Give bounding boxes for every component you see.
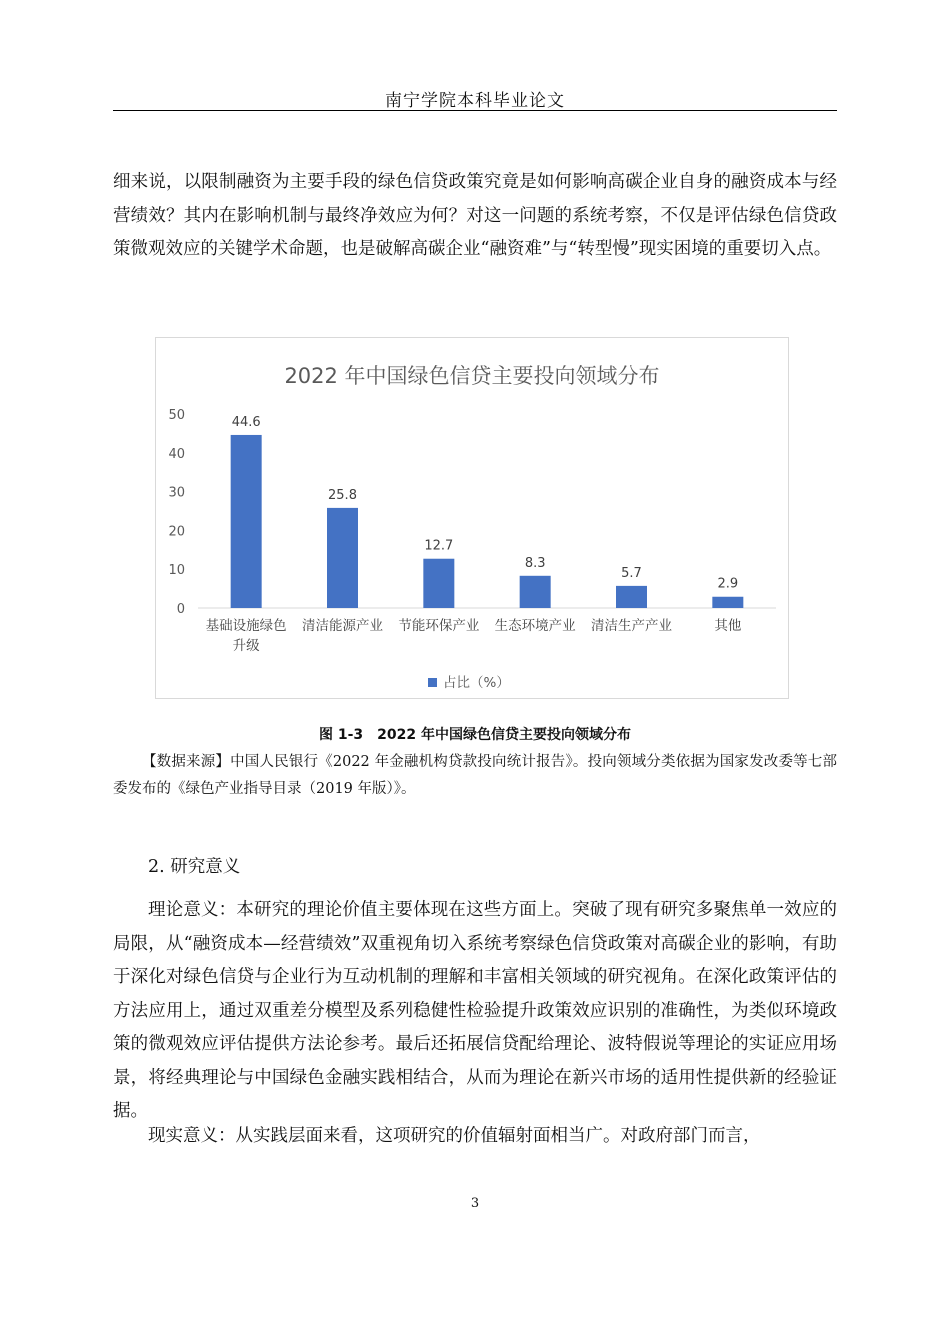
- data-label: 5.7: [621, 565, 642, 581]
- bar: [520, 576, 551, 608]
- header-rule: [113, 110, 837, 111]
- figure-caption: 图 1-3 2022 年中国绿色信贷主要投向领域分布: [318, 727, 631, 743]
- x-tick-label: 其他: [714, 618, 742, 634]
- legend-label: 占比（%）: [443, 675, 510, 691]
- section-heading: 2. 研究意义: [148, 857, 241, 877]
- bar: [616, 586, 647, 608]
- practice-paragraph: 现实意义：从实践层面来看，这项研究的价值辐射面相当广。对政府部门而言，: [148, 1126, 761, 1146]
- y-tick-label: 50: [168, 408, 185, 423]
- x-tick-label: 清洁生产产业: [591, 618, 672, 634]
- chart-title: 2022 年中国绿色信贷主要投向领域分布: [284, 364, 660, 388]
- x-tick-label: 清洁能源产业: [302, 618, 383, 634]
- y-tick-label: 30: [168, 485, 185, 501]
- page-number: 3: [470, 1196, 480, 1211]
- bar-chart: [155, 337, 789, 699]
- chart-canvas: [156, 338, 788, 698]
- x-tick-label: 升级: [232, 638, 260, 654]
- intro-paragraph: 细来说，以限制融资为主要手段的绿色信贷政策究竟是如何影响高碳企业自身的融资成本与经营绩效？其内在影响机制与最终净效应为何？对这一问题的系统考察，不仅是评估绿色信贷政策微观效应的关键学术命题，也是破解高碳企业“融资难”与“转型慢”现实困境的重要切入点。: [113, 172, 837, 259]
- bar: [327, 508, 358, 608]
- data-label: 44.6: [231, 414, 261, 430]
- bar: [712, 597, 743, 608]
- source-note: 【数据来源】中国人民银行《2022 年金融机构贷款投向统计报告》。投向领域分类依据为国家发改委等七部委发布的《绿色产业指导目录（2019 年版）》。: [113, 754, 837, 797]
- data-label: 25.8: [328, 487, 357, 503]
- x-tick-label: 基础设施绿色: [205, 618, 287, 634]
- legend-swatch: [428, 678, 437, 687]
- y-tick-label: 40: [168, 446, 185, 462]
- data-label: 8.3: [524, 555, 546, 571]
- running-header: 南宁学院本科毕业论文: [385, 91, 565, 111]
- x-tick-label: 生态环境产业: [494, 618, 576, 634]
- bar: [231, 435, 262, 608]
- y-tick-label: 10: [168, 563, 185, 579]
- x-tick-label: 节能环保产业: [398, 618, 480, 634]
- y-tick-label: 0: [176, 602, 185, 617]
- theory-paragraph: 理论意义：本研究的理论价值主要体现在这些方面上。突破了现有研究多聚焦单一效应的局限，从“融资成本—经营绩效”双重视角切入系统考察绿色信贷政策对高碳企业的影响，有助于深化对绿色信贷与企业行为互动机制的理解和丰富相关领域的研究视角。在深化政策评估的方法应用上，通过双重差分模型及系列稳健性检验提升政策效应识别的准确性，为类似环境政策的微观效应评估提供方法论参考。最后还拓展信贷配给理论、波特假说等理论的实证应用场景，将经典理论与中国绿色金融实践相结合，从而为理论在新兴市场的适用性提供新的经验证据。: [113, 900, 837, 1121]
- y-tick-label: 20: [168, 524, 185, 540]
- bar: [423, 559, 454, 608]
- data-label: 12.7: [424, 538, 454, 554]
- data-label: 2.9: [717, 576, 739, 592]
